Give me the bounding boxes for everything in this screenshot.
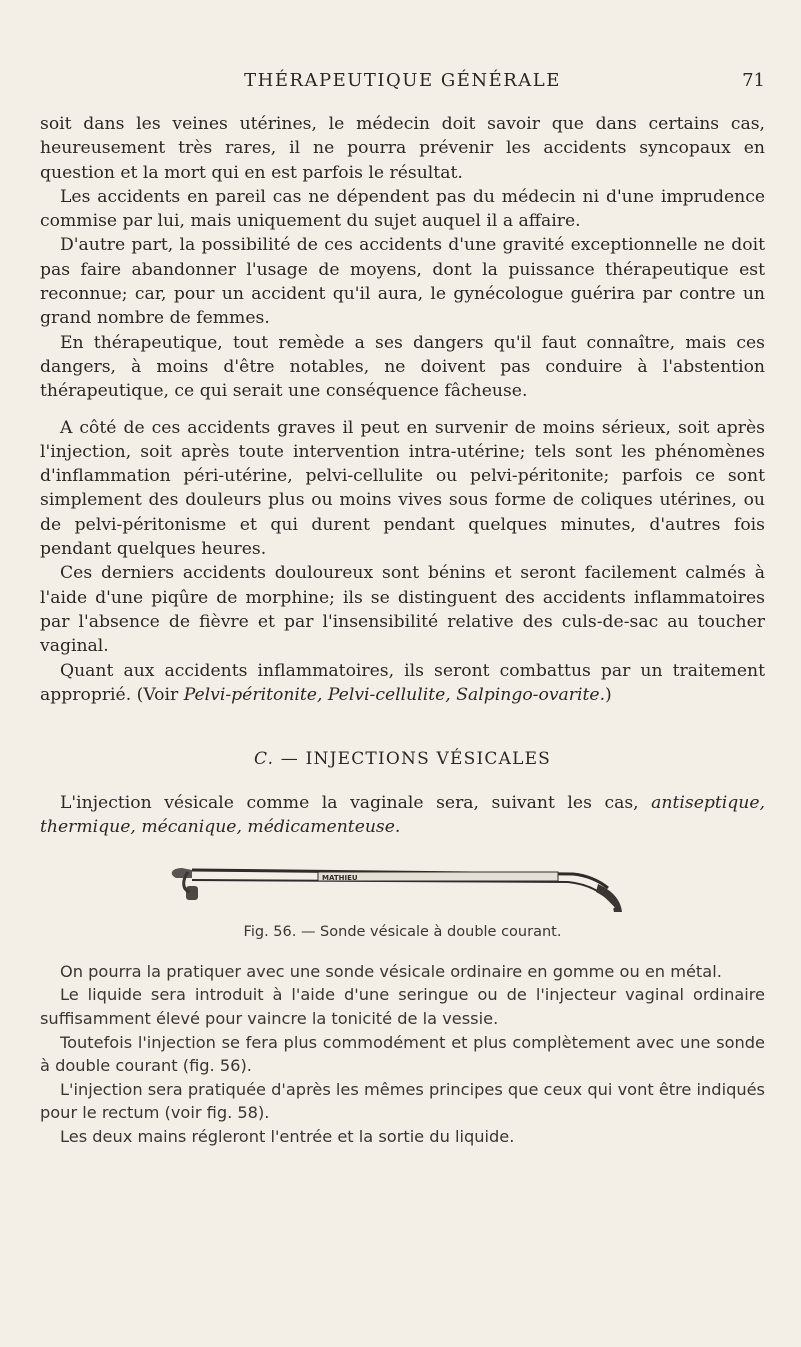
paragraph: Quant aux accidents inflammatoires, ils seront combattus par un traitement approprié. (Voir Pelvi-péritonite, Pelvi-cellulite, Salpingo-ovarite.) [40, 660, 765, 705]
paragraph: Les accidents en pareil cas ne dépendent pas du médecin ni d'une imprudence commise par lui, mais uniquement du sujet auquel il a affaire. [40, 186, 765, 232]
section-title: INJECTIONS VÉSICALES [305, 749, 552, 770]
page-body [40, 112, 765, 1148]
maker-stamp: MATHIEU [321, 873, 358, 882]
catheter-tip [596, 884, 622, 912]
paragraph: On pourra la pratiquer avec une sonde vésicale ordinaire en gomme ou en métal. [60, 961, 722, 981]
running-title: THÉRAPEUTIQUE GÉNÉRALE [244, 70, 561, 91]
paragraph: En thérapeutique, tout remède a ses dangers qu'il faut connaître, mais ces dangers, à moins d'être notables, ne doivent pas conduire à l'abstention thérapeutique, ce qui serait une conséquence fâcheuse. [40, 332, 765, 402]
paragraph: Toutefois l'injection se fera plus commodément et plus complètement avec une sonde à double courant (fig. 56). [40, 1032, 765, 1076]
paragraph: soit dans les veines utérines, le médecin doit savoir que dans certains cas, heureusement très rares, il ne pourra prévenir les accidents syncopaux en question et la mort qui en est parfois le résultat. [40, 114, 765, 183]
figure-56 [40, 858, 765, 940]
italic-references: Pelvi-péritonite, Pelvi-cellulite, Salpingo-ovarite. [183, 684, 606, 705]
catheter-illustration [168, 858, 638, 914]
paragraph: L'injection sera pratiquée d'après les mêmes principes que ceux qui vont être indiqués pour le rectum (voir fig. 58). [40, 1079, 765, 1123]
section-intro: L'injection vésicale comme la vaginale sera, suivant les cas, antiseptique, thermique, mécanique, médicamenteuse. [40, 793, 765, 838]
figure-caption: Fig. 56. — Sonde vésicale à double courant. [243, 923, 562, 940]
catheter-tube-bottom [192, 880, 602, 894]
paragraph: A côté de ces accidents graves il peut en survenir de moins sérieux, soit après l'injection, soit après toute intervention intra-utérine; tels sont les phénomènes d'inflammation péri-utérine, pelvi-cellulite ou pelvi-péritonite; parfois ce sont simplement des douleurs plus ou moins vives sous forme de coliques utérines, ou de pelvi-péritonisme et qui durent pendant quelques minutes, d'autres fois pendant quelques heures. [40, 417, 765, 560]
paragraph: D'autre part, la possibilité de ces accidents d'une gravité exceptionnelle ne doit pas faire abandonner l'usage de moyens, dont la puissance thérapeutique est reconnue; car, pour un accident qu'il aura, le gynécologue guérira par contre un grand nombre de femmes. [40, 235, 765, 329]
catheter-left-tap [186, 886, 198, 900]
lower-text [40, 960, 765, 1149]
running-head [40, 70, 765, 94]
page-number: 71 [742, 70, 765, 91]
paragraph: Les deux mains régleront l'entrée et la sortie du liquide. [60, 1126, 515, 1146]
paragraph: Le liquide sera introduit à l'aide d'une seringue ou de l'injecteur vaginal ordinaire suffisamment élevé pour vaincre la tonicité de la vessie. [40, 985, 765, 1028]
section-heading: C. — INJECTIONS VÉSICALES [253, 749, 552, 770]
italic-types: antiseptique, thermique, mécanique, médicamenteuse. [40, 793, 765, 838]
paragraph: Ces derniers accidents douloureux sont bénins et seront facilement calmés à l'aide d'une piqûre de morphine; ils se distinguent des accidents inflammatoires par l'absence de fièvre et par l'insensibilité relative des culs-de-sac au toucher vaginal. [40, 563, 765, 657]
